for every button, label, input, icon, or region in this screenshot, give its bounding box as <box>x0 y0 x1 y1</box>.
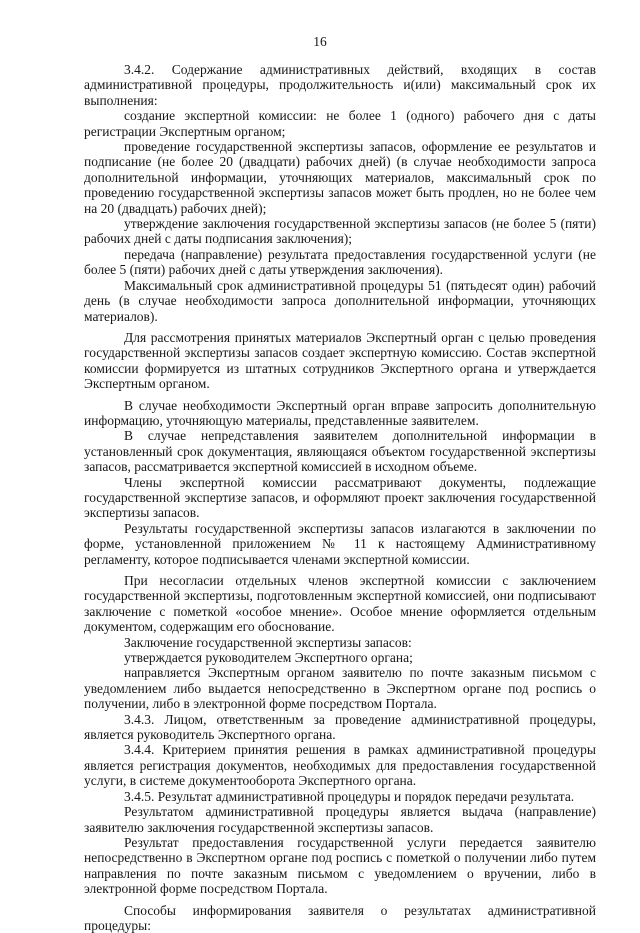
paragraph-3: проведение государственной экспертизы запасов, оформление ее результатов и подписание (не более 20 (двадцати) рабочих дней) (в случае необходимости запроса дополнительной информации, уточняющих материалов, максимальный срок по проведению государственной экспертизы запасов может быть продлен, но не более чем на 20 (двадцать) рабочих дней); <box>84 139 596 216</box>
paragraph-9: В случае непредставления заявителем дополнительной информации в установленный срок документация, являющаяся объектом государственной экспертизы запасов, рассматривается экспертной комиссией в исходном объеме. <box>84 428 596 475</box>
paragraph-14: утверждается руководителем Экспертного органа; <box>124 650 413 666</box>
paragraph-16: 3.4.3. Лицом, ответственным за проведение административной процедуры, является руководитель Экспертного органа. <box>84 711 596 743</box>
paragraph-17: 3.4.4. Критерием принятия решения в рамках административной процедуры является регистрация документов, необходимых для предоставления государственной услуги, в системе документооборота Экспертного органа. <box>84 742 596 789</box>
paragraph-19: Результатом административной процедуры является выдача (направление) заявителю заключения государственной экспертизы запасов. <box>84 804 596 835</box>
paragraph-5: передача (направление) результата предоставления государственной услуги (не более 5 (пяти) рабочих дней с даты утверждения заключения). <box>84 246 596 278</box>
paragraph-1: 3.4.2. Содержание административных действий, входящих в состав административной процедуры, продолжительность и(или) максимальный срок их выполнения: <box>84 62 596 108</box>
paragraph-12: При несогласии отдельных членов экспертной комиссии с заключением государственной экспертизы, подготовленным экспертной комиссией, они подписывают заключение с пометкой «особое мнение». Особое мнение оформляется отдельным документом, содержащим его обоснование. <box>84 573 596 635</box>
paragraph-2: создание экспертной комиссии: не более 1 (одного) рабочего дня с даты регистрации Экспертным органом; <box>84 108 596 139</box>
paragraph-4: утверждение заключения государственной экспертизы запасов (не более 5 (пяти) рабочих дней с даты подписания заключения); <box>84 216 596 247</box>
paragraph-18: 3.4.5. Результат административной процедуры и порядок передачи результата. <box>124 788 575 804</box>
paragraph-6: Максимальный срок административной процедуры 51 (пятьдесят один) рабочий день (в случае необходимости запроса дополнительной информации, уточняющих материалов). <box>84 277 596 324</box>
paragraph-11: Результаты государственной экспертизы запасов излагаются в заключении по форме, установленной приложением № 11 к настоящему Административному регламенту, которое подписывается членами экспертной комиссии. <box>84 520 596 567</box>
paragraph-15: направляется Экспертным органом заявителю по почте заказным письмом с уведомлением либо выдается непосредственно в Экспертном органе под роспись о получении, либо в электронной форме посредством Портала. <box>84 665 596 712</box>
document-body <box>84 62 596 933</box>
paragraph-20: Результат предоставления государственной услуги передается заявителю непосредственно в Экспертном органе под роспись с пометкой о получении либо путем направления по почте заказным письмом с уведомлением о вручении, либо в электронной форме посредством Портала. <box>84 834 596 897</box>
paragraph-7: Для рассмотрения принятых материалов Экспертный орган с целью проведения государственной экспертизы запасов создает экспертную комиссию. Состав экспертной комиссии формируется из штатных сотрудников Экспертного органа и утверждается Экспертным органом. <box>84 329 596 392</box>
page-number: 16 <box>313 34 327 49</box>
paragraph-21: Способы информирования заявителя о результатах административной процедуры: <box>84 902 596 933</box>
paragraph-8: В случае необходимости Экспертный орган вправе запросить дополнительную информацию, уточняющую материалы, представленные заявителем. <box>84 397 596 428</box>
paragraph-10: Члены экспертной комиссии рассматривают документы, подлежащие государственной экспертизе запасов, и оформляют проект заключения государственной экспертизы запасов. <box>84 474 596 521</box>
paragraph-13: Заключение государственной экспертизы запасов: <box>124 634 412 650</box>
